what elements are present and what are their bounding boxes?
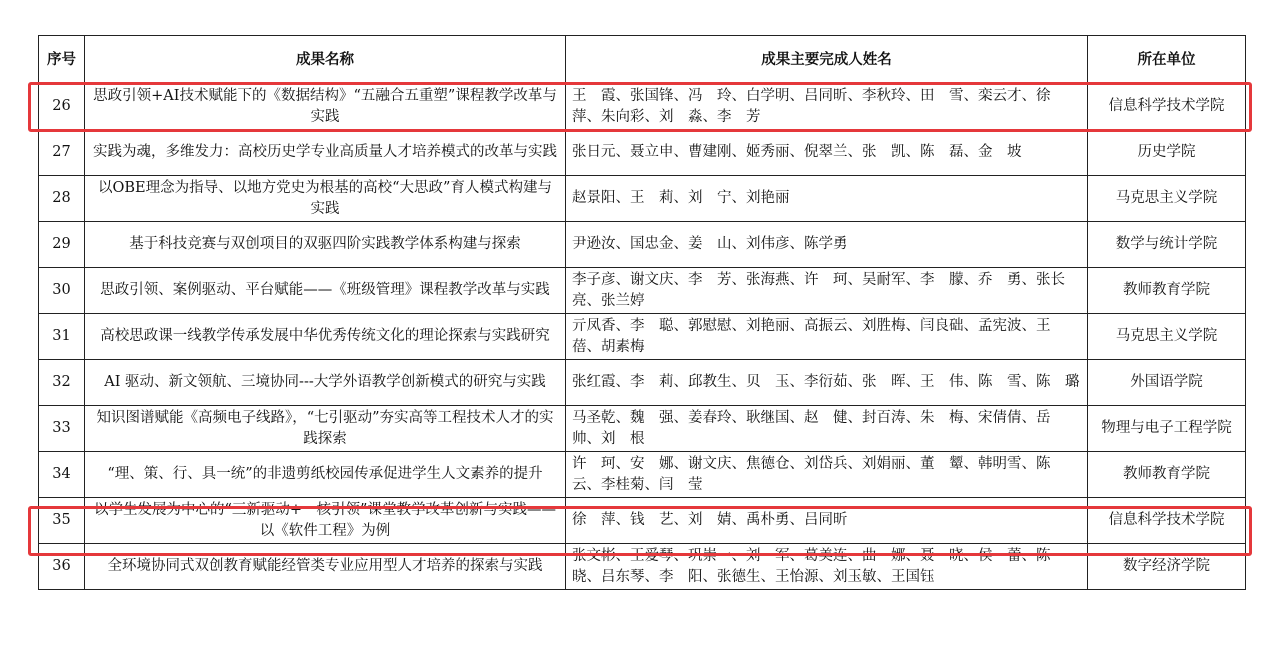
cell-unit: 历史学院 [1088,130,1246,176]
cell-unit: 物理与电子工程学院 [1088,406,1246,452]
cell-unit: 教师教育学院 [1088,268,1246,314]
table-row [39,130,1246,176]
cell-title: 思政引领+AI技术赋能下的《数据结构》“五融合五重塑”课程教学改革与实践 [85,84,566,130]
cell-no: 35 [39,498,85,544]
cell-unit: 信息科学技术学院 [1088,498,1246,544]
cell-unit: 数学与统计学院 [1088,222,1246,268]
header-names: 成果主要完成人姓名 [566,36,1088,84]
cell-unit: 教师教育学院 [1088,452,1246,498]
cell-unit: 外国语学院 [1088,360,1246,406]
cell-names: 张日元、聂立申、曹建刚、姬秀丽、倪翠兰、张 凯、陈 磊、金 坡 [566,130,1088,176]
cell-title: “理、策、行、具一统”的非遗剪纸校园传承促进学生人文素养的提升 [85,452,566,498]
cell-no: 32 [39,360,85,406]
cell-names: 张红霞、李 莉、邱教生、贝 玉、李衍茹、张 晖、王 伟、陈 雪、陈 璐 [566,360,1088,406]
cell-title: 全环境协同式双创教育赋能经管类专业应用型人才培养的探索与实践 [85,544,566,590]
cell-title: 高校思政课一线教学传承发展中华优秀传统文化的理论探索与实践研究 [85,314,566,360]
cell-no: 31 [39,314,85,360]
cell-title: 思政引领、案例驱动、平台赋能——《班级管理》课程教学改革与实践 [85,268,566,314]
cell-unit: 马克思主义学院 [1088,176,1246,222]
cell-no: 28 [39,176,85,222]
cell-no: 29 [39,222,85,268]
cell-names: 徐 萍、钱 艺、刘 婧、禹朴勇、吕同昕 [566,498,1088,544]
cell-names: 李子彦、谢文庆、李 芳、张海燕、许 珂、吴耐军、李 朦、乔 勇、张长亮、张兰婷 [566,268,1088,314]
cell-names: 亓凤香、李 聪、郭慰慰、刘艳丽、高振云、刘胜梅、闫良础、孟宪波、王 蓓、胡素梅 [566,314,1088,360]
cell-unit: 马克思主义学院 [1088,314,1246,360]
cell-title: 实践为魂，多维发力：高校历史学专业高质量人才培养模式的改革与实践 [85,130,566,176]
cell-names: 马圣乾、魏 强、姜春玲、耿继国、赵 健、封百涛、朱 梅、宋倩倩、岳 帅、刘 根 [566,406,1088,452]
cell-title: 知识图谱赋能《高频电子线路》，“七引驱动”夯实高等工程技术人才的实践探索 [85,406,566,452]
header-row [39,36,1246,84]
table-row [39,314,1246,360]
table-row [39,498,1246,544]
cell-no: 36 [39,544,85,590]
table-row [39,268,1246,314]
header-no: 序号 [39,36,85,84]
table-row [39,84,1246,130]
cell-names: 尹逊汝、国忠金、姜 山、刘伟彦、陈学勇 [566,222,1088,268]
cell-no: 26 [39,84,85,130]
table-row [39,222,1246,268]
cell-names: 许 珂、安 娜、谢文庆、焦德仓、刘岱兵、刘娟丽、董 颦、韩明雪、陈 云、李桂菊、闫 莹 [566,452,1088,498]
results-table-container [38,35,1246,590]
cell-title: 以OBE理念为指导、以地方党史为根基的高校“大思政”育人模式构建与实践 [85,176,566,222]
results-table [38,35,1246,590]
header-unit: 所在单位 [1088,36,1246,84]
cell-title: 基于科技竞赛与双创项目的双驱四阶实践教学体系构建与探索 [85,222,566,268]
cell-names: 赵景阳、王 莉、刘 宁、刘艳丽 [566,176,1088,222]
cell-names: 王 霞、张国锋、冯 玲、白学明、吕同昕、李秋玲、田 雪、栾云才、徐 萍、朱向彩、刘 淼、李 芳 [566,84,1088,130]
cell-no: 34 [39,452,85,498]
cell-no: 27 [39,130,85,176]
table-row [39,452,1246,498]
cell-unit: 数字经济学院 [1088,544,1246,590]
table-row [39,544,1246,590]
cell-title: AI 驱动、新文领航、三境协同---大学外语教学创新模式的研究与实践 [85,360,566,406]
cell-no: 30 [39,268,85,314]
table-row [39,360,1246,406]
table-row [39,406,1246,452]
cell-names: 张文彬、王爱琴、巩崇一、刘 军、葛美连、曲 娜、聂 晓、侯 蕾、陈 晓、吕东琴、李 阳、张德生、王怡源、刘玉敏、王国钰 [566,544,1088,590]
cell-title: 以学生发展为中心的“三新驱动+一核引领”课堂教学改革创新与实践——以《软件工程》为例 [85,498,566,544]
cell-no: 33 [39,406,85,452]
header-title: 成果名称 [85,36,566,84]
cell-unit: 信息科学技术学院 [1088,84,1246,130]
table-row [39,176,1246,222]
